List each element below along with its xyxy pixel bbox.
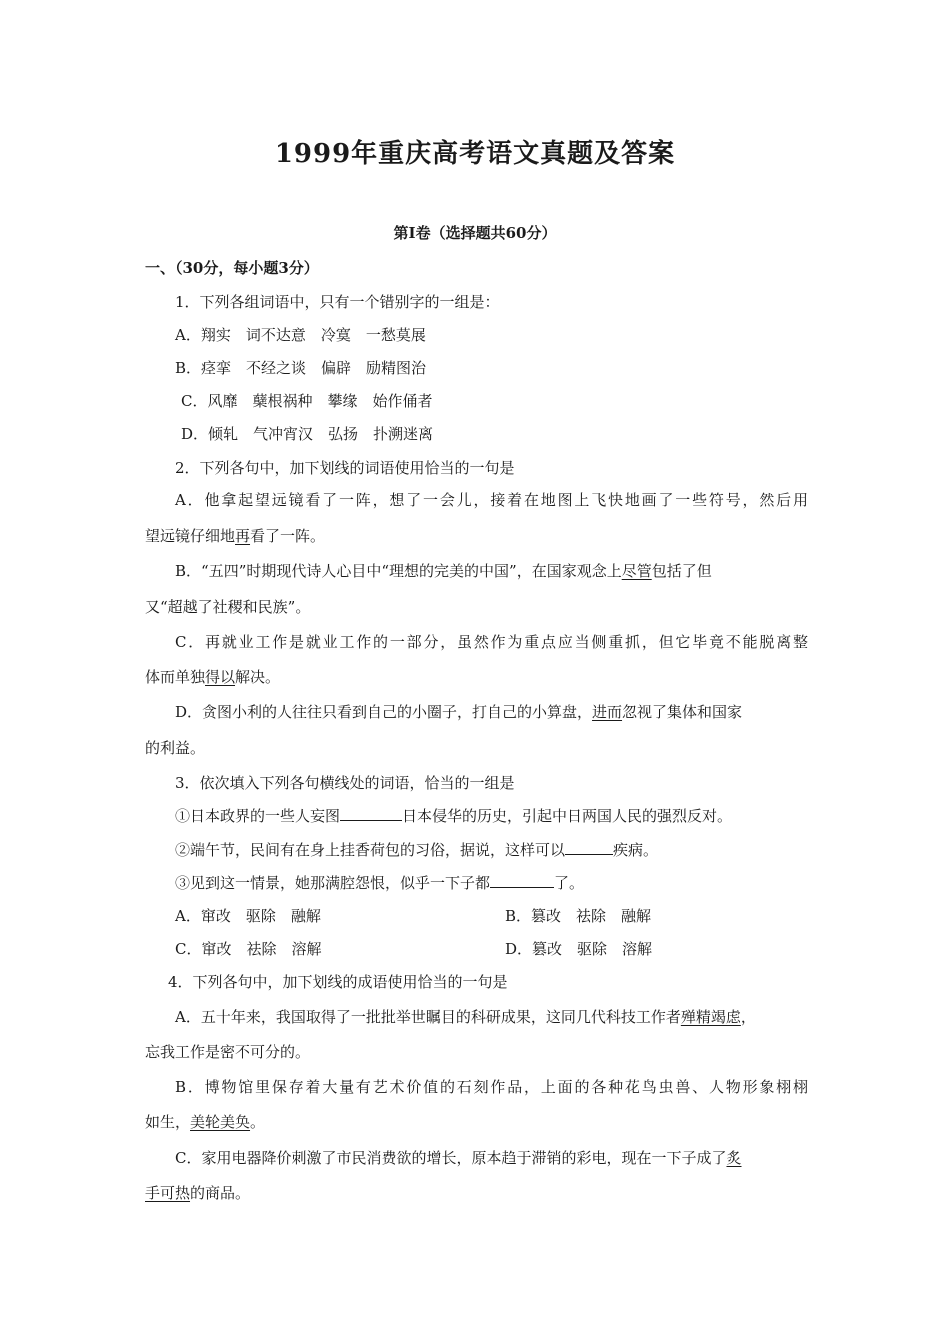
text-segment: 疾病。 — [613, 841, 659, 859]
underlined-idiom: 手可热 — [145, 1184, 191, 1202]
underlined-word: 再 — [235, 527, 251, 545]
underlined-idiom: 炙 — [726, 1149, 742, 1167]
q2-option-b-line1 — [175, 561, 712, 581]
text-segment: ③见到这一情景，她那满腔怨恨，似乎一下子都 — [175, 874, 491, 892]
q2-option-c-line2 — [145, 667, 280, 687]
q2-option-d-line2: 的利益。 — [145, 739, 206, 757]
q1-option-d: D．倾轧 气冲宵汉 弘扬 扑溯迷离 — [181, 425, 434, 443]
text-segment: 解决。 — [235, 668, 281, 686]
q3-sentence-1 — [175, 806, 732, 826]
fill-blank — [490, 873, 554, 888]
q3-option-b: B．篡改 祛除 融解 — [505, 907, 652, 925]
q2-option-d-line1 — [175, 702, 742, 722]
text-segment: 忽视了集体和国家 — [622, 703, 743, 721]
text-segment: 了。 — [554, 874, 585, 892]
q4-option-c-line1 — [175, 1148, 742, 1168]
text-segment: 日本侵华的历史，引起中日两国人民的强烈反对。 — [402, 807, 733, 825]
underlined-word: 得以 — [205, 668, 236, 686]
q3-option-c: C．窜改 祛除 溶解 — [175, 940, 322, 958]
text-segment: ①日本政界的一些人妄图 — [175, 807, 341, 825]
text-segment: 的商品。 — [190, 1184, 251, 1202]
q3-stem: 3．依次填入下列各句横线处的词语，恰当的一组是 — [175, 774, 515, 792]
text-segment: D．贪图小利的人往往只看到自己的小圈子，打自己的小算盘， — [175, 703, 593, 721]
q3-option-d: D．篡改 驱除 溶解 — [505, 940, 653, 958]
text-segment: ②端午节，民间有在身上挂香荷包的习俗，据说，这样可以 — [175, 841, 566, 859]
q4-option-c-line2 — [145, 1183, 250, 1203]
fill-blank — [340, 806, 402, 821]
text-segment: ， — [740, 1008, 756, 1026]
q2-option-b-line2: 又“超越了社稷和民族”。 — [145, 598, 311, 616]
q3-sentence-2 — [175, 840, 658, 860]
text-segment: 如生， — [145, 1113, 191, 1131]
q3-option-a: A．窜改 驱除 融解 — [175, 907, 321, 925]
text-segment: 望远镜仔细地 — [145, 527, 236, 545]
text-segment: A．五十年来，我国取得了一批批举世瞩目的科研成果，这同几代科技工作者 — [175, 1008, 681, 1026]
q2-option-a-line2 — [145, 526, 325, 546]
q4-option-a-line1 — [175, 1007, 756, 1027]
document-title: 1999年重庆高考语文真题及答案 — [274, 139, 676, 169]
underlined-idiom: 美轮美奂 — [190, 1113, 251, 1131]
text-segment: 看了一阵。 — [250, 527, 326, 545]
q1-option-c: C．风靡 蘖根祸种 攀缘 始作俑者 — [181, 392, 433, 410]
part-heading: 一、（30分，每小题3分） — [145, 259, 319, 277]
section-heading: 第Ⅰ卷（选择题共60分） — [393, 224, 557, 242]
fill-blank — [565, 840, 613, 855]
text-segment: 体而单独 — [145, 668, 206, 686]
q1-stem: 1．下列各组词语中，只有一个错别字的一组是： — [175, 293, 500, 311]
q4-option-a-line2: 忘我工作是密不可分的。 — [145, 1043, 311, 1061]
text-segment: C．家用电器降价刺激了市民消费欲的增长，原本趋于滞销的彩电，现在一下子成了 — [175, 1149, 727, 1167]
q2-stem: 2．下列各句中，加下划线的词语使用恰当的一句是 — [175, 459, 515, 477]
q2-option-c-line1: C．再就业工作是就业工作的一部分，虽然作为重点应当侧重抓，但它毕竟不能脱离整 — [175, 633, 808, 651]
underlined-word: 尽管 — [621, 562, 652, 580]
q4-option-b-line2 — [145, 1112, 265, 1132]
q2-option-a-line1: A．他拿起望远镜看了一阵，想了一会儿，接着在地图上飞快地画了一些符号，然后用 — [175, 491, 808, 509]
text-segment: B．“五四”时期现代诗人心目中“理想的完美的中国”，在国家观念上 — [175, 562, 622, 580]
underlined-idiom: 殚精竭虑 — [680, 1008, 741, 1026]
q4-option-b-line1: B．博物馆里保存着大量有艺术价值的石刻作品，上面的各种花鸟虫兽、人物形象栩栩 — [175, 1078, 808, 1096]
text-segment: 包括了但 — [651, 562, 712, 580]
q4-stem: 4．下列各句中，加下划线的成语使用恰当的一句是 — [168, 973, 508, 991]
text-segment: 。 — [250, 1113, 266, 1131]
q3-sentence-3 — [175, 873, 584, 893]
q1-option-b: B．痉挛 不经之谈 偏辟 励精图治 — [175, 359, 427, 377]
q1-option-a: A．翔实 词不达意 冷寞 一愁莫展 — [175, 326, 426, 344]
underlined-word: 进而 — [592, 703, 623, 721]
